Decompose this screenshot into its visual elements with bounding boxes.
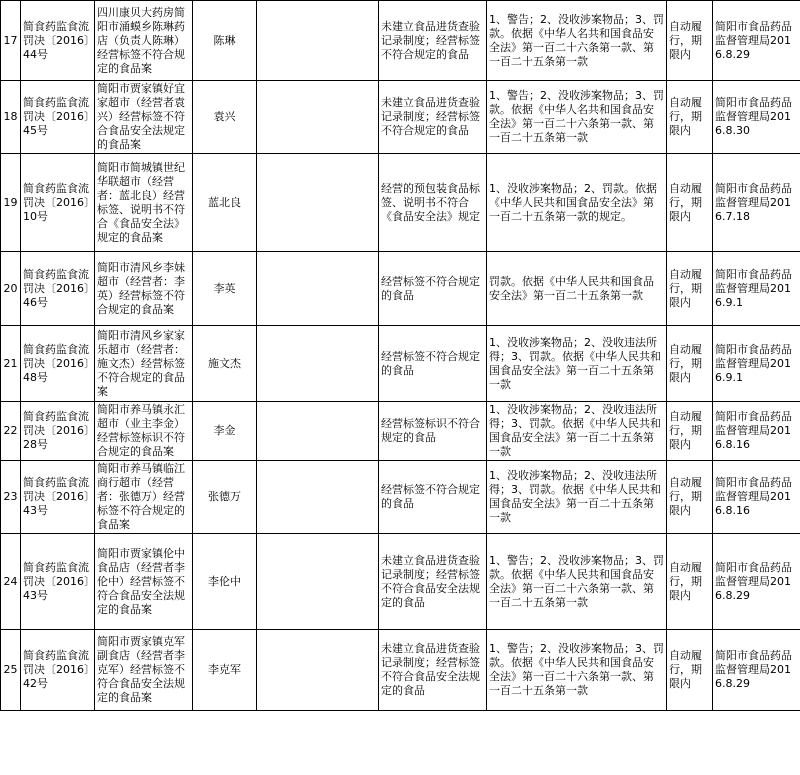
authority-date-cell: 简阳市食品药品监督管理局2016.8.16 bbox=[713, 402, 800, 461]
party-name-cell: 李金 bbox=[193, 402, 257, 461]
violation-facts-cell: 未建立食品进货查验记录制度；经营标签不符合食品安全法规定的食品 bbox=[379, 534, 487, 630]
decision-number-cell: 简食药监食流罚决〔2016〕10号 bbox=[21, 154, 95, 252]
violation-facts-cell: 未建立食品进货查验记录制度；经营标签不符合食品安全法规定的食品 bbox=[379, 630, 487, 711]
penalty-basis-cell: 1、没收涉案物品；2、没收违法所得；3、罚款。依据《中华人民共和国食品安全法》第一百二十五条第一款 bbox=[487, 402, 667, 461]
empty-cell bbox=[257, 461, 379, 534]
violation-facts-cell: 经营标签不符合规定的食品 bbox=[379, 326, 487, 402]
penalty-basis-cell: 1、警告；2、没收涉案物品；3、罚款。依据《中华人民共和国食品安全法》第一百二十六条第一款、第一百二十五条第一款 bbox=[487, 630, 667, 711]
authority-date-cell: 简阳市食品药品监督管理局2016.7.18 bbox=[713, 154, 800, 252]
penalty-basis-cell: 1、没收涉案物品；2、罚款。依据《中华人民共和国食品安全法》第一百二十五条第一款的规定。 bbox=[487, 154, 667, 252]
authority-date-cell: 简阳市食品药品监督管理局2016.8.29 bbox=[713, 534, 800, 630]
case-name-cell: 简阳市贾家镇伦中食品店（经营者李伦中）经营标签不符合食品安全法规定的食品案 bbox=[95, 534, 193, 630]
penalty-basis-cell: 1、警告；2、没收涉案物品；3、罚款。依据《中华人名共和国食品安全法》第一百二十六条第一款、第一百二十五条第一款 bbox=[487, 81, 667, 154]
table-row bbox=[1, 81, 800, 154]
table-row bbox=[1, 252, 800, 326]
execution-mode-cell: 自动履行，期限内 bbox=[667, 81, 713, 154]
case-name-cell: 简阳市清风乡家家乐超市（经营者：施文杰）经营标签不符合规定的食品案 bbox=[95, 326, 193, 402]
execution-mode-cell: 自动履行，期限内 bbox=[667, 252, 713, 326]
violation-facts-cell: 未建立食品进货查验记录制度；经营标签不符合规定的食品 bbox=[379, 1, 487, 81]
execution-mode-cell: 自动履行，期限内 bbox=[667, 1, 713, 81]
table-row bbox=[1, 402, 800, 461]
execution-mode-cell: 自动履行，期限内 bbox=[667, 154, 713, 252]
decision-number-cell: 简食药监食流罚决〔2016〕28号 bbox=[21, 402, 95, 461]
table-row bbox=[1, 630, 800, 711]
penalty-basis-cell: 1、警告；2、没收涉案物品；3、罚款。依据《中华人名共和国食品安全法》第一百二十六条第一款、第一百二十五条第一款 bbox=[487, 1, 667, 81]
empty-cell bbox=[257, 252, 379, 326]
authority-date-cell: 简阳市食品药品监督管理局2016.8.16 bbox=[713, 461, 800, 534]
row-number-cell: 23 bbox=[1, 461, 21, 534]
penalty-basis-cell: 1、没收涉案物品；2、没收违法所得；3、罚款。依据《中华人民共和国食品安全法》第一百二十五条第一款 bbox=[487, 326, 667, 402]
penalty-basis-cell: 1、没收涉案物品；2、没收违法所得；3、罚款。依据《中华人民共和国食品安全法》第一百二十五条第一款 bbox=[487, 461, 667, 534]
violation-facts-cell: 未建立食品进货查验记录制度；经营标签不符合规定的食品 bbox=[379, 81, 487, 154]
case-name-cell: 简阳市贾家镇好宜家超市（经营者袁兴）经营标签不符合食品安全法规定的食品案 bbox=[95, 81, 193, 154]
case-name-cell: 简阳市清风乡李妹超市（经营者：李英）经营标签不符合规定的食品案 bbox=[95, 252, 193, 326]
table-row bbox=[1, 1, 800, 81]
party-name-cell: 李克军 bbox=[193, 630, 257, 711]
case-name-cell: 四川康贝大药房简阳市涌蟆乡陈琳药店（负责人陈琳）经营标签不符合规定的食品案 bbox=[95, 1, 193, 81]
table-body bbox=[1, 1, 800, 711]
row-number-cell: 18 bbox=[1, 81, 21, 154]
party-name-cell: 李伦中 bbox=[193, 534, 257, 630]
authority-date-cell: 简阳市食品药品监督管理局2016.9.1 bbox=[713, 326, 800, 402]
party-name-cell: 蓝北良 bbox=[193, 154, 257, 252]
empty-cell bbox=[257, 402, 379, 461]
row-number-cell: 20 bbox=[1, 252, 21, 326]
table-row bbox=[1, 326, 800, 402]
row-number-cell: 17 bbox=[1, 1, 21, 81]
row-number-cell: 22 bbox=[1, 402, 21, 461]
table-row bbox=[1, 154, 800, 252]
row-number-cell: 25 bbox=[1, 630, 21, 711]
execution-mode-cell: 自动履行，期限内 bbox=[667, 461, 713, 534]
party-name-cell: 施文杰 bbox=[193, 326, 257, 402]
row-number-cell: 19 bbox=[1, 154, 21, 252]
execution-mode-cell: 自动履行，期限内 bbox=[667, 630, 713, 711]
party-name-cell: 李英 bbox=[193, 252, 257, 326]
authority-date-cell: 简阳市食品药品监督管理局2016.9.1 bbox=[713, 252, 800, 326]
party-name-cell: 张德万 bbox=[193, 461, 257, 534]
decision-number-cell: 简食药监食流罚决〔2016〕46号 bbox=[21, 252, 95, 326]
party-name-cell: 袁兴 bbox=[193, 81, 257, 154]
case-name-cell: 简阳市养马镇永汇超市（业主李金）经营标签标识不符合规定的食品案 bbox=[95, 402, 193, 461]
violation-facts-cell: 经营标签标识不符合规定的食品 bbox=[379, 402, 487, 461]
decision-number-cell: 简食药监食流罚决〔2016〕43号 bbox=[21, 461, 95, 534]
authority-date-cell: 简阳市食品药品监督管理局2016.8.29 bbox=[713, 1, 800, 81]
table-row bbox=[1, 534, 800, 630]
decision-number-cell: 简食药监食流罚决〔2016〕44号 bbox=[21, 1, 95, 81]
decision-number-cell: 简食药监食流罚决〔2016〕43号 bbox=[21, 534, 95, 630]
violation-facts-cell: 经营标签不符合规定的食品 bbox=[379, 461, 487, 534]
execution-mode-cell: 自动履行，期限内 bbox=[667, 402, 713, 461]
table-row bbox=[1, 461, 800, 534]
execution-mode-cell: 自动履行，期限内 bbox=[667, 326, 713, 402]
execution-mode-cell: 自动履行，期限内 bbox=[667, 534, 713, 630]
row-number-cell: 21 bbox=[1, 326, 21, 402]
empty-cell bbox=[257, 326, 379, 402]
decision-number-cell: 简食药监食流罚决〔2016〕48号 bbox=[21, 326, 95, 402]
empty-cell bbox=[257, 1, 379, 81]
empty-cell bbox=[257, 81, 379, 154]
case-name-cell: 简阳市贾家镇克军副食店（经营者李克军）经营标签不符合食品安全法规定的食品案 bbox=[95, 630, 193, 711]
authority-date-cell: 简阳市食品药品监督管理局2016.8.30 bbox=[713, 81, 800, 154]
empty-cell bbox=[257, 154, 379, 252]
authority-date-cell: 简阳市食品药品监督管理局2016.8.29 bbox=[713, 630, 800, 711]
party-name-cell: 陈琳 bbox=[193, 1, 257, 81]
case-name-cell: 简阳市养马镇临江商行超市（经营者：张德万）经营标签不符合规定的食品案 bbox=[95, 461, 193, 534]
empty-cell bbox=[257, 630, 379, 711]
violation-facts-cell: 经营的预包装食品标签、说明书不符合《食品安全法》规定 bbox=[379, 154, 487, 252]
violation-facts-cell: 经营标签不符合规定的食品 bbox=[379, 252, 487, 326]
case-name-cell: 简阳市简城镇世纪华联超市（经营者：蓝北良）经营标签、说明书不符合《食品安全法》规定的食品案 bbox=[95, 154, 193, 252]
decision-number-cell: 简食药监食流罚决〔2016〕42号 bbox=[21, 630, 95, 711]
penalty-basis-cell: 罚款。依据《中华人民共和国食品安全法》第一百二十五条第一款 bbox=[487, 252, 667, 326]
decision-number-cell: 简食药监食流罚决〔2016〕45号 bbox=[21, 81, 95, 154]
penalty-basis-cell: 1、警告；2、没收涉案物品；3、罚款。依据《中华人民共和国食品安全法》第一百二十六条第一款、第一百二十五条第一款 bbox=[487, 534, 667, 630]
empty-cell bbox=[257, 534, 379, 630]
row-number-cell: 24 bbox=[1, 534, 21, 630]
